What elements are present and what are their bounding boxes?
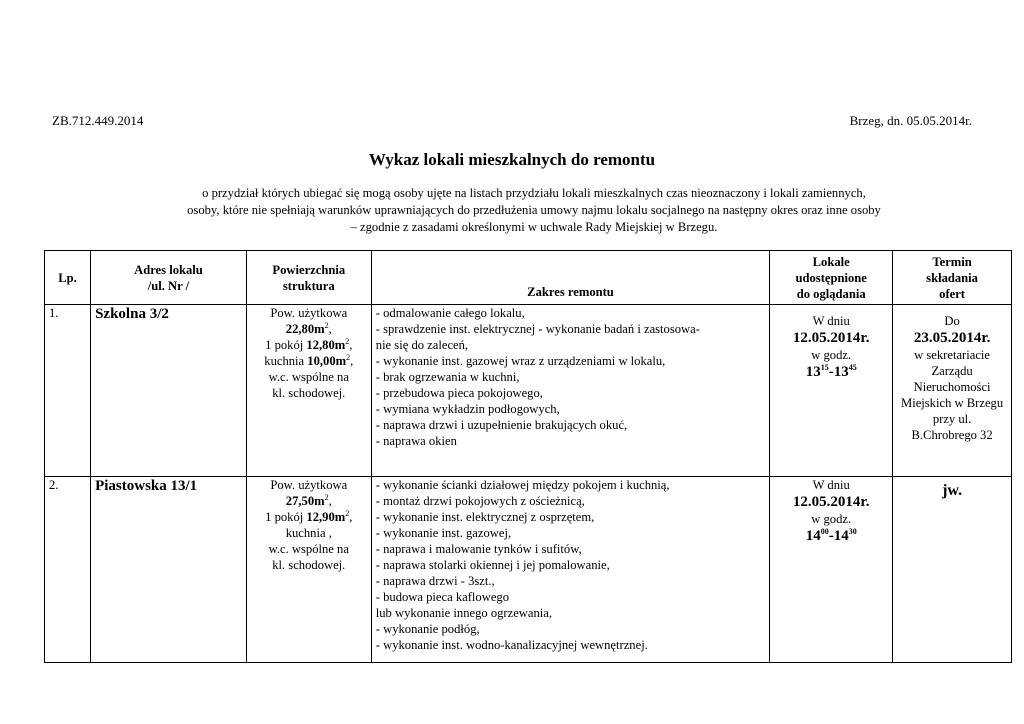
area-line: kl. schodowej. [272, 386, 346, 400]
hour-start: 14 [805, 528, 821, 544]
intro-line: osoby, które nie spełniają warunków uprawniających do przedłużenia umowy najmu lokalu socjalnego na następny okres oraz inne osoby [187, 203, 881, 217]
scope-item: - wykonanie ścianki działowej między pokojem i kuchnią, [375, 478, 670, 492]
intro-line: – zgodnie z zasadami określonymi w uchwale Rady Miejskiej w Brzegu. [350, 220, 718, 234]
hour-end: 14 [833, 528, 849, 544]
deadline-do: Do [944, 314, 960, 328]
scope-item: - sprawdzenie inst. elektrycznej - wykonanie badań i zastosowa- [375, 322, 700, 336]
header-area-line: struktura [282, 278, 335, 293]
hour-dash: - [828, 364, 834, 380]
row-area [246, 477, 371, 663]
header-area-line: Powierzchnia [272, 262, 346, 277]
scope-item: - wykonanie inst. wodno-kanalizacyjnej wewnętrznej. [375, 638, 648, 652]
hour-start: 13 [805, 364, 821, 380]
header-deadline-line: Termin [932, 254, 972, 269]
apartments-table [44, 250, 1012, 663]
viewing-date: 12.05.2014r. [792, 494, 870, 510]
area-line [251, 337, 367, 353]
scope-item: - naprawa i malowanie tynków i sufitów, [375, 542, 582, 556]
deadline-line: w sekretariacie [914, 348, 991, 362]
deadline-same-as-above: jw. [942, 482, 963, 499]
intro-line: o przydział których ubiegać się mogą osoby ujęte na listach przydziału lokali mieszkalnych czas nieoznaczony i lokali zamiennych, [202, 186, 866, 200]
header-viewing [770, 251, 893, 305]
viewing-date: 12.05.2014r. [792, 330, 870, 346]
deadline-line: Nieruchomości [913, 380, 991, 394]
header-area [246, 251, 371, 305]
minute-start: 15 [820, 363, 829, 372]
viewing-day-label: W dniu [812, 478, 850, 492]
area-value: 10,00m [307, 354, 347, 368]
minute-end: 45 [848, 363, 857, 372]
scope-item: - odmalowanie całego lokalu, [375, 306, 525, 320]
scope-item: - montaż drzwi pokojowych z ościeżnicą, [375, 494, 585, 508]
deadline-line: Miejskich w Brzegu [901, 396, 1004, 410]
header-deadline-line: ofert [939, 286, 966, 301]
scope-item: - przebudowa pieca pokojowego, [375, 386, 543, 400]
header-viewing-line: Lokale [812, 254, 850, 269]
area-value: 12,80m [306, 338, 346, 352]
viewing-hours [774, 363, 888, 381]
scope-item: - wykonanie podłóg, [375, 622, 480, 636]
area-line: Pow. użytkowa [270, 306, 348, 320]
scope-item: nie się do zaleceń, [375, 338, 469, 352]
document-reference-number: ZB.712.449.2014 [52, 113, 144, 128]
intro-paragraph [110, 185, 958, 236]
table-row [45, 305, 1012, 477]
minute-end: 30 [848, 527, 857, 536]
viewing-hours-label: w godz. [811, 348, 852, 362]
deadline-line: Zarządu [931, 364, 973, 378]
area-pre: 1 pokój [265, 338, 307, 352]
header-address [91, 251, 247, 305]
scope-item: - naprawa drzwi - 3szt., [375, 574, 495, 588]
row-scope [371, 477, 769, 663]
area-line: kuchnia , [285, 526, 332, 540]
hour-dash: - [828, 528, 834, 544]
minute-start: 00 [820, 527, 829, 536]
scope-item: - naprawa stolarki okiennej i jej pomalowanie, [375, 558, 610, 572]
header-viewing-line: udostępnione [795, 270, 867, 285]
scope-item: - wykonanie inst. gazowej, [375, 526, 512, 540]
area-sup: 2 [345, 336, 350, 346]
viewing-hours-label: w godz. [811, 512, 852, 526]
row-deadline [893, 305, 1012, 477]
area-end: , [349, 338, 353, 352]
row-address [91, 305, 247, 477]
area-sup: 2 [345, 508, 350, 518]
area-line: Pow. użytkowa [270, 478, 348, 492]
area-sup: 2 [324, 492, 329, 502]
row-area [246, 305, 371, 477]
header-address-line: Adres lokalu [134, 262, 203, 277]
area-end: , [328, 322, 332, 336]
row-deadline [893, 477, 1012, 663]
deadline-line: B.Chrobrego 32 [911, 428, 993, 442]
header-deadline [893, 251, 1012, 305]
area-line: w.c. wspólne na [268, 542, 349, 556]
deadline-date: 23.05.2014r. [913, 330, 991, 346]
scope-item: - wymiana wykładzin podłogowych, [375, 402, 560, 416]
row-viewing [770, 305, 893, 477]
scope-item: - naprawa okien [375, 434, 457, 448]
area-line [251, 509, 367, 525]
deadline-line: przy ul. [932, 412, 972, 426]
table-row [45, 477, 1012, 663]
area-end: , [350, 354, 354, 368]
row-number: 1. [45, 305, 91, 477]
area-line: w.c. wspólne na [268, 370, 349, 384]
area-line [251, 353, 367, 369]
area-pre: 1 pokój [265, 510, 307, 524]
scope-item: - wykonanie inst. elektrycznej z osprzętem, [375, 510, 595, 524]
area-line [251, 321, 367, 337]
header-address-line: /ul. Nr / [147, 278, 190, 293]
hour-end: 13 [833, 364, 849, 380]
area-sup: 2 [324, 320, 329, 330]
document-title: Wykaz lokali mieszkalnych do remontu [368, 150, 656, 169]
area-value: 12,90m [306, 510, 346, 524]
area-value: 27,50m [285, 494, 325, 508]
area-line: kl. schodowej. [272, 558, 346, 572]
header-viewing-line: do oglądania [796, 286, 866, 301]
row-number: 2. [45, 477, 91, 663]
scope-item: - naprawa drzwi i uzupełnienie brakujących okuć, [375, 418, 628, 432]
area-sup: 2 [346, 352, 351, 362]
header-deadline-line: składania [926, 270, 978, 285]
row-viewing [770, 477, 893, 663]
row-scope [371, 305, 769, 477]
address-text: Szkolna 3/2 [95, 306, 169, 322]
area-end: , [349, 510, 353, 524]
header-scope: Zakres remontu [371, 251, 769, 305]
scope-item: lub wykonanie innego ogrzewania, [375, 606, 553, 620]
scope-item: - budowa pieca kaflowego [375, 590, 509, 604]
place-and-date: Brzeg, dn. 05.05.2014r. [849, 113, 972, 128]
area-pre: kuchnia [264, 354, 308, 368]
address-text: Piastowska 13/1 [95, 478, 198, 494]
area-line [251, 493, 367, 509]
area-end: , [328, 494, 332, 508]
viewing-day-label: W dniu [812, 314, 850, 328]
table-header-row [45, 251, 1012, 305]
scope-item: - brak ogrzewania w kuchni, [375, 370, 520, 384]
row-address [91, 477, 247, 663]
header-lp: Lp. [45, 251, 91, 305]
viewing-hours [774, 527, 888, 545]
area-value: 22,80m [285, 322, 325, 336]
scope-item: - wykonanie inst. gazowej wraz z urządzeniami w lokalu, [375, 354, 666, 368]
